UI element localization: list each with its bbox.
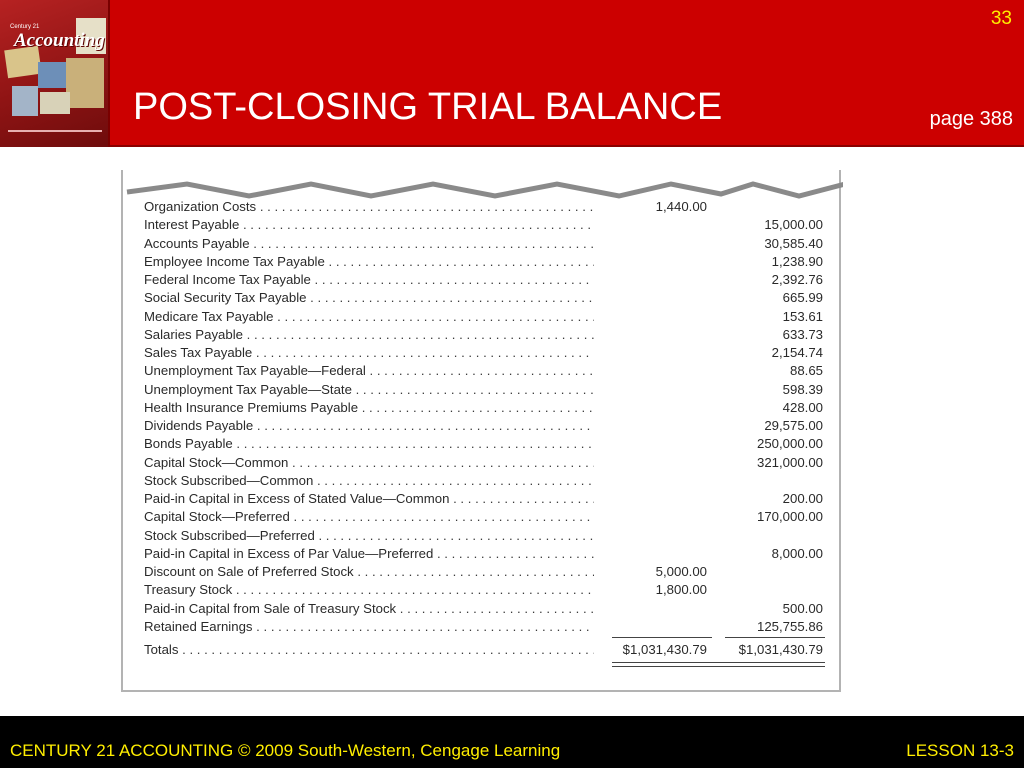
table-row <box>123 545 843 563</box>
table-row <box>123 508 843 526</box>
credit-amount: 200.00 <box>782 491 823 506</box>
account-name: Treasury Stock . . . <box>144 581 594 599</box>
table-row <box>123 399 843 417</box>
book-logo-top: Century 21 <box>10 24 40 30</box>
account-name: Bonds Payable . . . <box>144 435 594 453</box>
total-credit: $1,031,430.79 <box>738 642 823 657</box>
table-row <box>123 235 843 253</box>
totals-row <box>123 641 843 659</box>
account-name: Retained Earnings . . . <box>144 618 594 636</box>
credit-amount: 29,575.00 <box>764 418 823 433</box>
account-name: Accounts Payable . . . <box>144 235 594 253</box>
debit-amount: 5,000.00 <box>655 564 707 579</box>
account-name: Stock Subscribed—Common . . . <box>144 472 594 490</box>
credit-amount: 2,154.74 <box>771 345 823 360</box>
account-name: Capital Stock—Common . . . <box>144 454 594 472</box>
slide-footer <box>0 716 1024 768</box>
credit-amount: 321,000.00 <box>756 454 823 470</box>
table-row <box>123 289 843 307</box>
credit-amount: 88.65 <box>789 363 823 379</box>
slide-number: 33 <box>990 8 1012 29</box>
table-row <box>123 472 843 490</box>
account-name: Paid-in Capital from Sale of Treasury Stock . . . <box>144 600 594 618</box>
table-row <box>123 198 843 216</box>
credit-amount: 8,000.00 <box>771 545 823 561</box>
account-name: Paid-in Capital in Excess of Stated Value—Common . . . <box>144 490 594 508</box>
credit-amount: 665.99 <box>782 290 823 306</box>
total-debit: $1,031,430.79 <box>622 642 707 657</box>
account-name: Paid-in Capital in Excess of Par Value—Preferred . . . <box>144 545 594 563</box>
debit-amount: 1,800.00 <box>655 582 707 598</box>
account-name: Social Security Tax Payable . . . <box>144 289 594 307</box>
table-row <box>123 308 843 326</box>
table-row <box>123 417 843 435</box>
credit-amount: 633.73 <box>782 326 823 342</box>
account-name: Dividends Payable . . . <box>144 417 594 435</box>
credit-amount: 125,755.86 <box>756 618 823 634</box>
credit-amount: 500.00 <box>782 600 823 616</box>
credit-amount: 15,000.00 <box>764 217 823 233</box>
credit-amount: 170,000.00 <box>756 509 823 525</box>
table-row <box>123 271 843 289</box>
table-row <box>123 381 843 399</box>
table-row <box>123 454 843 472</box>
account-name: Health Insurance Premiums Payable . . . <box>144 399 594 417</box>
account-name: Federal Income Tax Payable . . . <box>144 271 594 289</box>
footer-lesson: LESSON 13-3 <box>906 741 1014 760</box>
totals-label: Totals . . . <box>144 641 594 659</box>
account-name: Medicare Tax Payable . . . <box>144 308 594 326</box>
account-name: Interest Payable . . . <box>144 216 594 234</box>
credit-amount: 2,392.76 <box>771 272 823 287</box>
table-row <box>123 362 843 380</box>
credit-amount: 250,000.00 <box>756 436 823 452</box>
table-row <box>123 618 843 636</box>
subtotal-rule-debit <box>612 637 712 638</box>
debit-amount: 1,440.00 <box>655 199 707 214</box>
page-reference: page 388 <box>929 108 1013 130</box>
account-name: Organization Costs . . . <box>144 198 594 216</box>
total-double-rule-1 <box>612 662 825 663</box>
credit-amount: 428.00 <box>782 399 823 415</box>
table-row <box>123 490 843 508</box>
table-row <box>123 527 843 545</box>
account-name: Salaries Payable . . . <box>144 326 594 344</box>
account-name: Unemployment Tax Payable—Federal . . . <box>144 362 594 380</box>
credit-amount: 30,585.40 <box>764 235 823 251</box>
credit-amount: 1,238.90 <box>771 253 823 269</box>
table-row <box>123 435 843 453</box>
slide-title: POST-CLOSING TRIAL BALANCE <box>133 86 723 128</box>
total-double-rule-2 <box>612 666 825 667</box>
subtotal-rule-credit <box>725 637 825 638</box>
table-row <box>123 216 843 234</box>
table-row <box>123 563 843 581</box>
account-name: Unemployment Tax Payable—State . . . <box>144 381 594 399</box>
table-row <box>123 600 843 618</box>
account-name: Employee Income Tax Payable . . . <box>144 253 594 271</box>
table-row <box>123 581 843 599</box>
slide-header <box>0 0 1024 147</box>
footer-copyright: CENTURY 21 ACCOUNTING © 2009 South-Western, Cengage Learning <box>10 741 561 760</box>
credit-amount: 598.39 <box>782 381 823 397</box>
table-row <box>123 344 843 362</box>
table-row <box>123 326 843 344</box>
account-name: Sales Tax Payable . . . <box>144 344 594 362</box>
account-name: Capital Stock—Preferred . . . <box>144 508 594 526</box>
account-name: Stock Subscribed—Preferred . . . <box>144 527 594 545</box>
account-name: Discount on Sale of Preferred Stock . . . <box>144 563 594 581</box>
book-logo: Accounting <box>14 30 105 51</box>
table-row <box>123 253 843 271</box>
textbook-cover-image <box>0 0 110 147</box>
credit-amount: 153.61 <box>782 308 823 324</box>
trial-balance-sheet <box>121 170 841 692</box>
